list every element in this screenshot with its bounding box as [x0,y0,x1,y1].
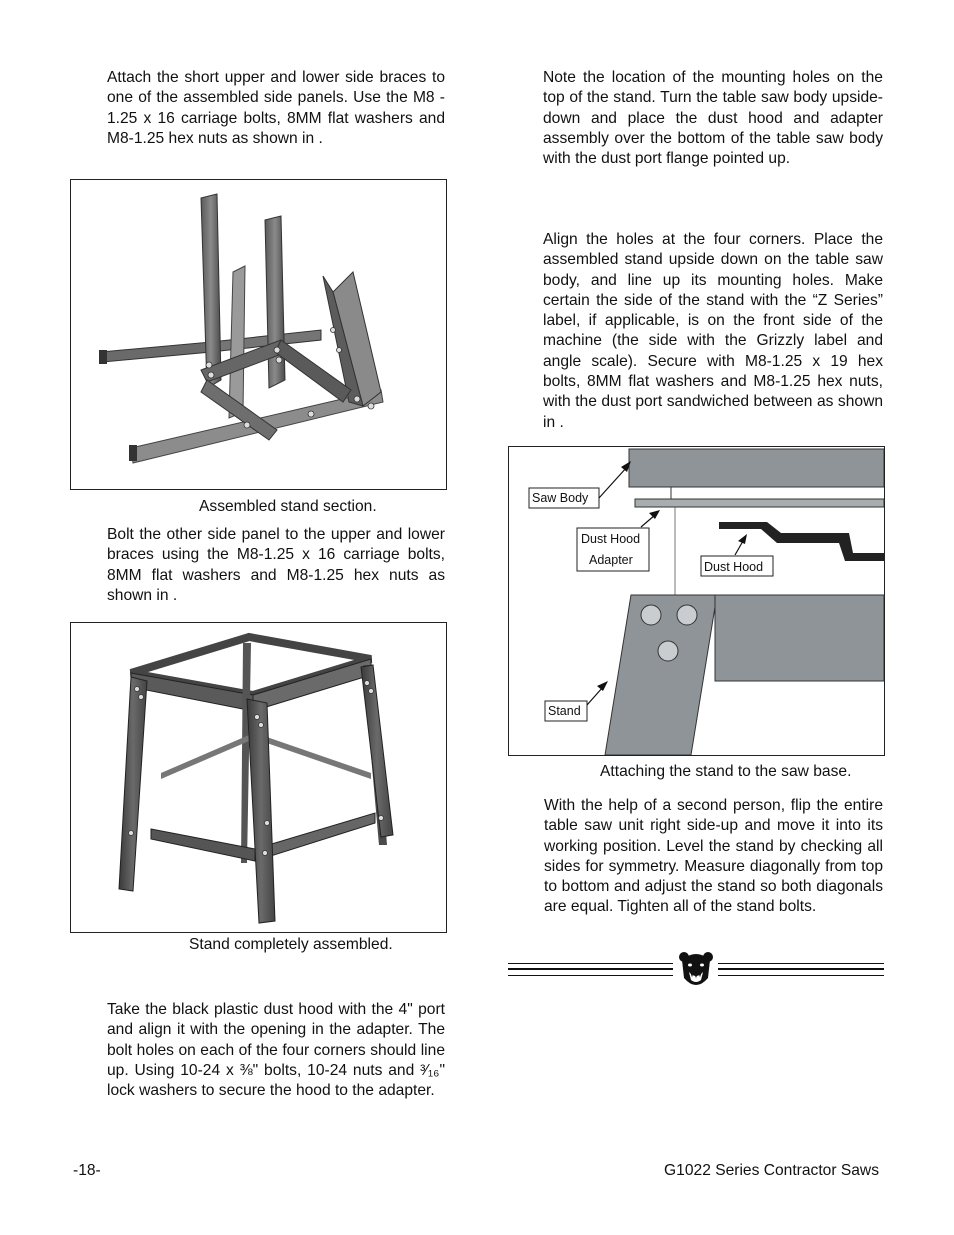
label-dust-hood-adapter-1: Dust Hood [581,532,641,546]
label-saw-body: Saw Body [532,491,589,505]
label-dust-hood-adapter-2: Adapter [589,553,633,567]
adapter-plate-shape [635,499,884,507]
page-number: -18- [73,1162,101,1179]
saw-body-shape [629,449,884,487]
figure-3-caption: Attaching the stand to the saw base. [600,763,852,780]
mounting-hole [658,641,678,661]
mounting-hole [641,605,661,625]
left-paragraph-3: Take the black plastic dust hood with the 4" port and align it with the opening in the adapter. The bolt holes on each of the four corners should line up. Using 10-24 x ⅜" bolts, 10-24 nuts and ³⁄₁₆" lock washers to secure the hood to the adapter. [107,1001,445,1100]
section-end-rule [508,958,884,992]
stand-section-photo [71,180,446,489]
footer-title: G1022 Series Contractor Saws [664,1162,879,1179]
figure-1-caption: Assembled stand section. [199,498,377,515]
attach-stand-diagram [509,447,884,755]
stand-apron-shape [715,595,884,681]
right-paragraph-2: Align the holes at the four corners. Place the assembled stand upside down on the table saw body, and line up its mounting holes. Make certain the side of the stand with the “Z Series” label, if applicable, is on the front side of the machine (the side with the Grizzly label and angle scale). Secure with M8-1.25 x 19 hex bolts, 8MM flat washers and M8-1.25 hex nuts, with the dust port sandwiched between as shown in . [543,231,883,431]
figure-attach-diagram [508,446,885,756]
left-paragraph-2: Bolt the other side panel to the upper and lower braces using the M8-1.25 x 16 carriage bolts, 8MM flat washers and M8-1.25 hex nuts as shown in . [107,526,445,604]
figure-2-caption: Stand completely assembled. [189,936,393,953]
label-dust-hood: Dust Hood [704,560,764,574]
figure-stand-assembled [70,622,447,933]
mounting-hole [677,605,697,625]
left-paragraph-1: Attach the short upper and lower side braces to one of the assembled side panels. Use the M8 - 1.25 x 16 carriage bolts, 8MM flat washers and M8-1.25 hex nuts as shown in . [107,69,445,147]
label-stand: Stand [548,704,581,718]
assembled-stand-photo [71,623,446,932]
figure-stand-section [70,179,447,490]
right-paragraph-1: Note the location of the mounting holes on the top of the stand. Turn the table saw body upside-down and place the dust hood and adapter assembly over the bottom of the table saw body with the dust port flange pointed up. [543,69,883,168]
right-paragraph-3: With the help of a second person, flip the entire table saw unit right side-up and move it into its working position. Level the stand by checking all sides for symmetry. Measure diagonally from top to bottom and adjust the stand so both diagonals are equal. Tighten all of the stand bolts. [544,797,883,916]
grizzly-bear-logo-icon [678,950,714,990]
